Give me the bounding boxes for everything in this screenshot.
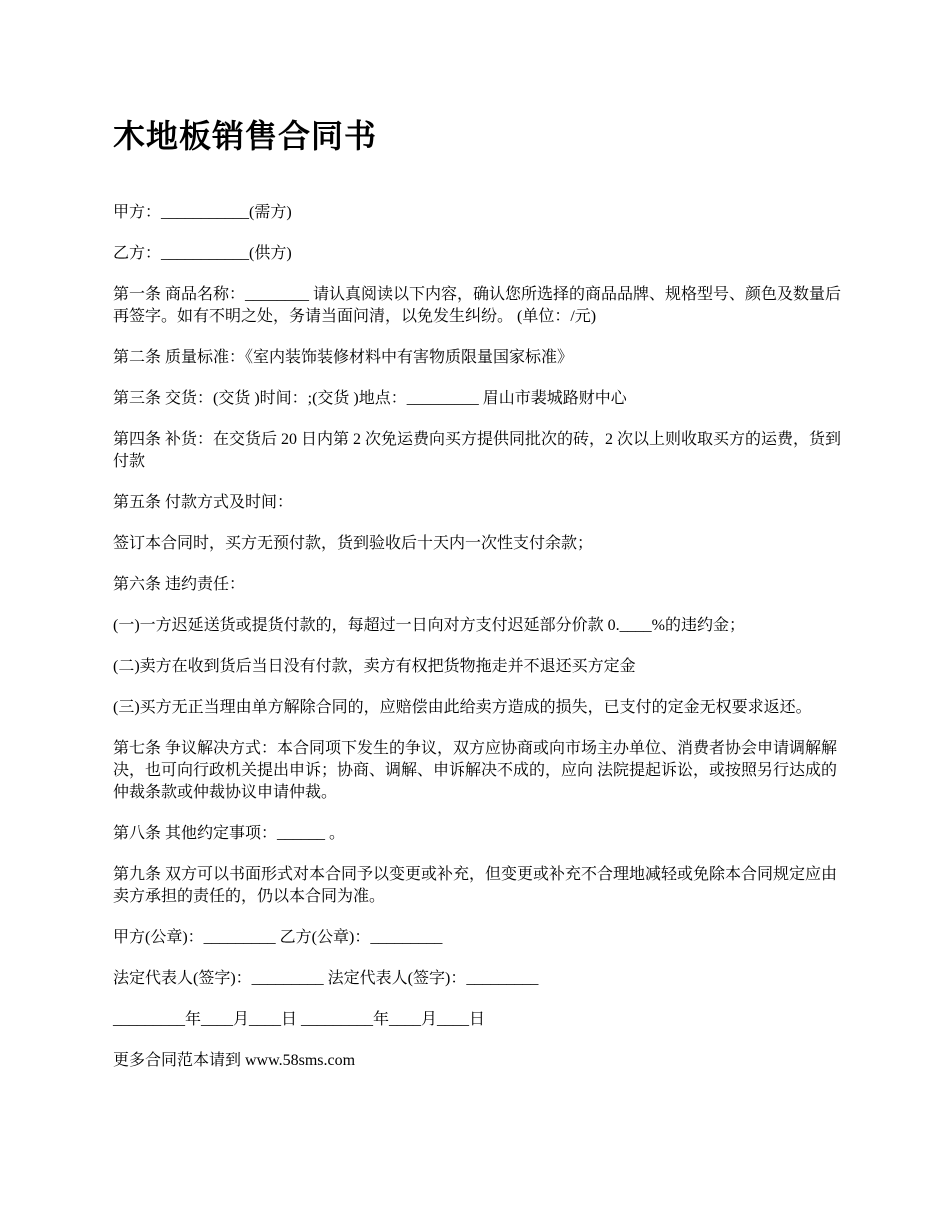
article-1-product-name: 第一条 商品名称：________ 请认真阅读以下内容，确认您所选择的商品品牌、规格型号、颜色及数量后再签字。如有不明之处，务请当面问清，以免发生纠纷。 (单位：/元) <box>113 286 842 325</box>
signature-line: 法定代表人(签字)：_________ 法定代表人(签字)：_________ <box>113 970 539 987</box>
liability-clause-1: (一)一方迟延送货或提货付款的，每超过一日向对方支付迟延部分价款 0.____%的违约金； <box>113 617 745 634</box>
article-5-payment-heading: 第五条 付款方式及时间： <box>113 494 294 511</box>
article-4-replenishment: 第四条 补货：在交货后 20 日内第 2 次免运费向买方提供同批次的砖，2 次以上则收取买方的运费，货到付款 <box>113 431 842 470</box>
party-a-line: 甲方：___________(需方) <box>113 204 292 221</box>
article-7-dispute-resolution: 第七条 争议解决方式：本合同项下发生的争议，双方应协商或向市场主办单位、消费者协会申请调解解决，也可向行政机关提出申诉；协商、调解、申诉解决不成的，应向 法院提起诉讼，或按照另行达成的仲裁条款或仲裁协议申请仲裁。 <box>113 740 838 801</box>
liability-clause-2: (二)卖方在收到货后当日没有付款，卖方有权把货物拖走并不退还买方定金 <box>113 658 636 675</box>
article-9-amendments: 第九条 双方可以书面形式对本合同予以变更或补充，但变更或补充不合理地减轻或免除本合同规定应由卖方承担的责任的，仍以本合同为准。 <box>113 866 838 905</box>
date-line: _________年____月____日 _________年____月____日 <box>113 1011 486 1028</box>
document-page <box>113 112 843 1091</box>
article-5-payment-terms: 签订本合同时，买方无预付款，货到验收后十天内一次性支付余款； <box>113 535 594 552</box>
article-6-liability-heading: 第六条 违约责任： <box>113 576 246 593</box>
article-8-other-matters: 第八条 其他约定事项：______ 。 <box>113 825 346 842</box>
party-b-line: 乙方：___________(供方) <box>113 245 292 262</box>
liability-clause-3: (三)买方无正当理由单方解除合同的，应赔偿由此给卖方造成的损失，已支付的定金无权要求返还。 <box>113 699 812 716</box>
seal-line: 甲方(公章)：_________ 乙方(公章)：_________ <box>113 929 443 946</box>
article-2-quality-standard: 第二条 质量标准：《室内装饰装修材料中有害物质限量国家标准》 <box>113 349 574 366</box>
document-title: 木地板销售合同书 <box>113 117 378 155</box>
footer-more-templates: 更多合同范本请到 www.58sms.com <box>113 1052 356 1069</box>
article-3-delivery: 第三条 交货：(交货 )时间：;(交货 )地点：_________ 眉山市裴城路财中心 <box>113 390 627 407</box>
